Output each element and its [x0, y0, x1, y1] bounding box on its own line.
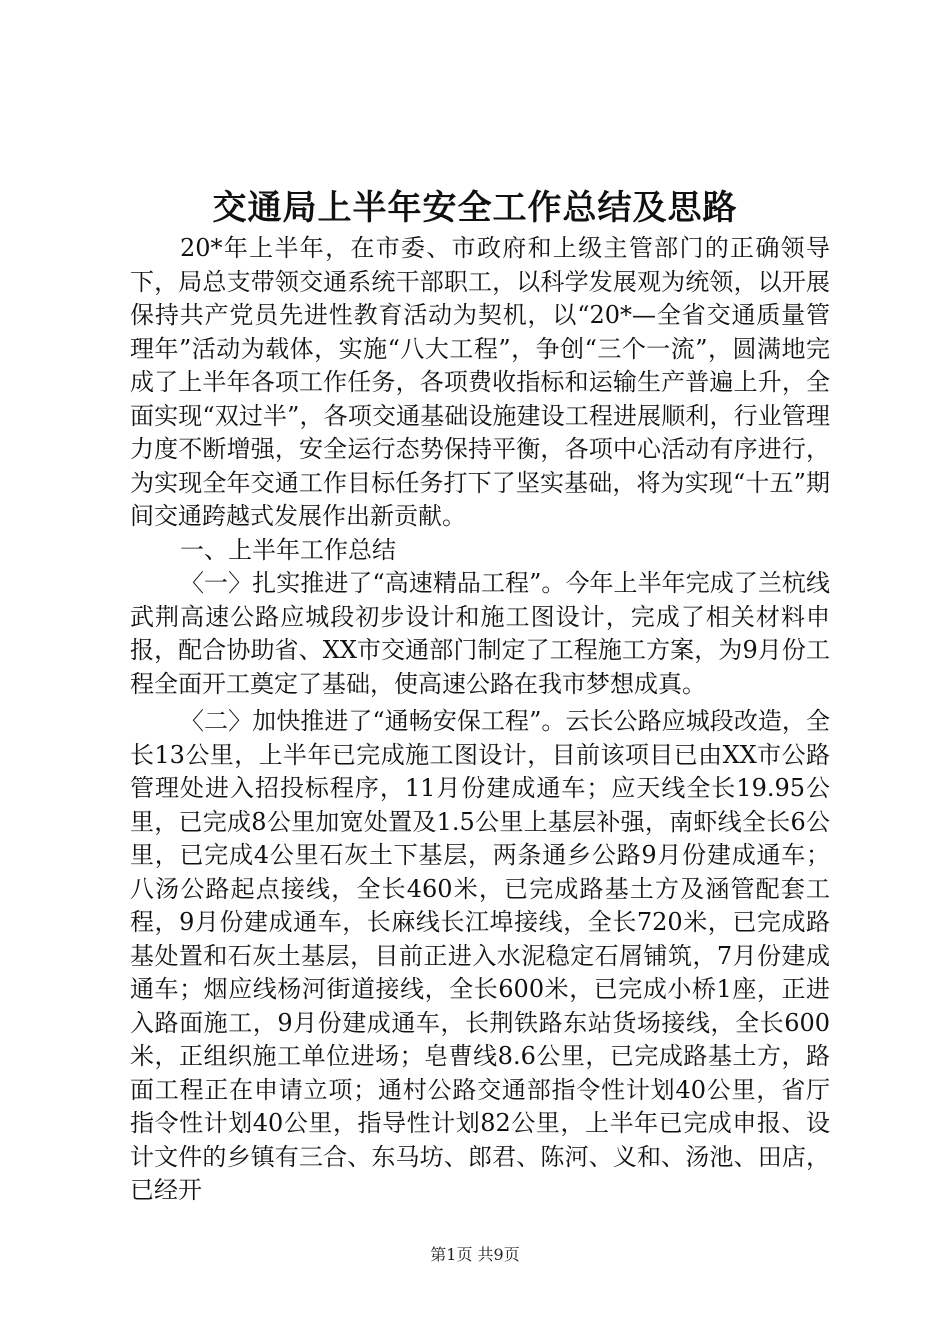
- document-body: [130, 232, 830, 1208]
- section-heading: 一、上半年工作总结: [180, 535, 396, 564]
- page-footer: 第1页 共9页: [430, 1245, 520, 1264]
- intro-paragraph: 20*年上半年，在市委、市政府和上级主管部门的正确领导下，局总支带领交通系统干部职工，以科学发展观为统领，以开展保持共产党员先进性教育活动为契机，以“20*—全省交通质量管理年”活动为载体，实施“八大工程”，争创“三个一流”，圆满地完成了上半年各项工作任务，各项费收指标和运输生产普遍上升，全面实现“双过半”，各项交通基础设施建设工程进展顺利，行业管理力度不断增强，安全运行态势保持平衡，各项中心活动有序进行，为实现全年交通工作目标任务打下了坚实基础，将为实现“十五”期间交通跨越式发展作出新贡献。: [130, 234, 830, 530]
- document-title: 交通局上半年安全工作总结及思路: [212, 188, 738, 228]
- subsection-paragraph-2: 〈二〉加快推进了“通畅安保工程”。云长公路应城段改造，全长13公里，上半年已完成施工图设计，目前该项目已由XX市公路管理处进入招投标程序，11月份建成通车；应天线全长19.95公里，已完成8公里加宽处置及1.5公里上基层补强，南虾线全长6公里，已完成4公里石灰土下基层，两条通乡公路9月份建成通车；八汤公路起点接线，全长460米，已完成路基土方及涵管配套工程，9月份建成通车，长麻线长江埠接线，全长720米，已完成路基处置和石灰土基层，目前正进入水泥稳定石屑铺筑，7月份建成通车；烟应线杨河街道接线，全长600米，已完成小桥1座，正进入路面施工，9月份建成通车，长荆铁路东站货场接线，全长600米，正组织施工单位进场；皂曹线8.6公里，已完成路基土方，路面工程正在申请立项；通村公路交通部指令性计划40公里，省厅指令性计划40公里，指导性计划82公里，上半年已完成申报、设计文件的乡镇有三合、东马坊、郎君、陈河、义和、汤池、田店，已经开: [130, 707, 830, 1204]
- subsection-paragraph-1: 〈一〉扎实推进了“高速精品工程”。今年上半年完成了兰杭线武荆高速公路应城段初步设计和施工图设计，完成了相关材料申报，配合协助省、XX市交通部门制定了工程施工方案，为9月份工程全面开工奠定了基础，使高速公路在我市梦想成真。: [130, 569, 830, 698]
